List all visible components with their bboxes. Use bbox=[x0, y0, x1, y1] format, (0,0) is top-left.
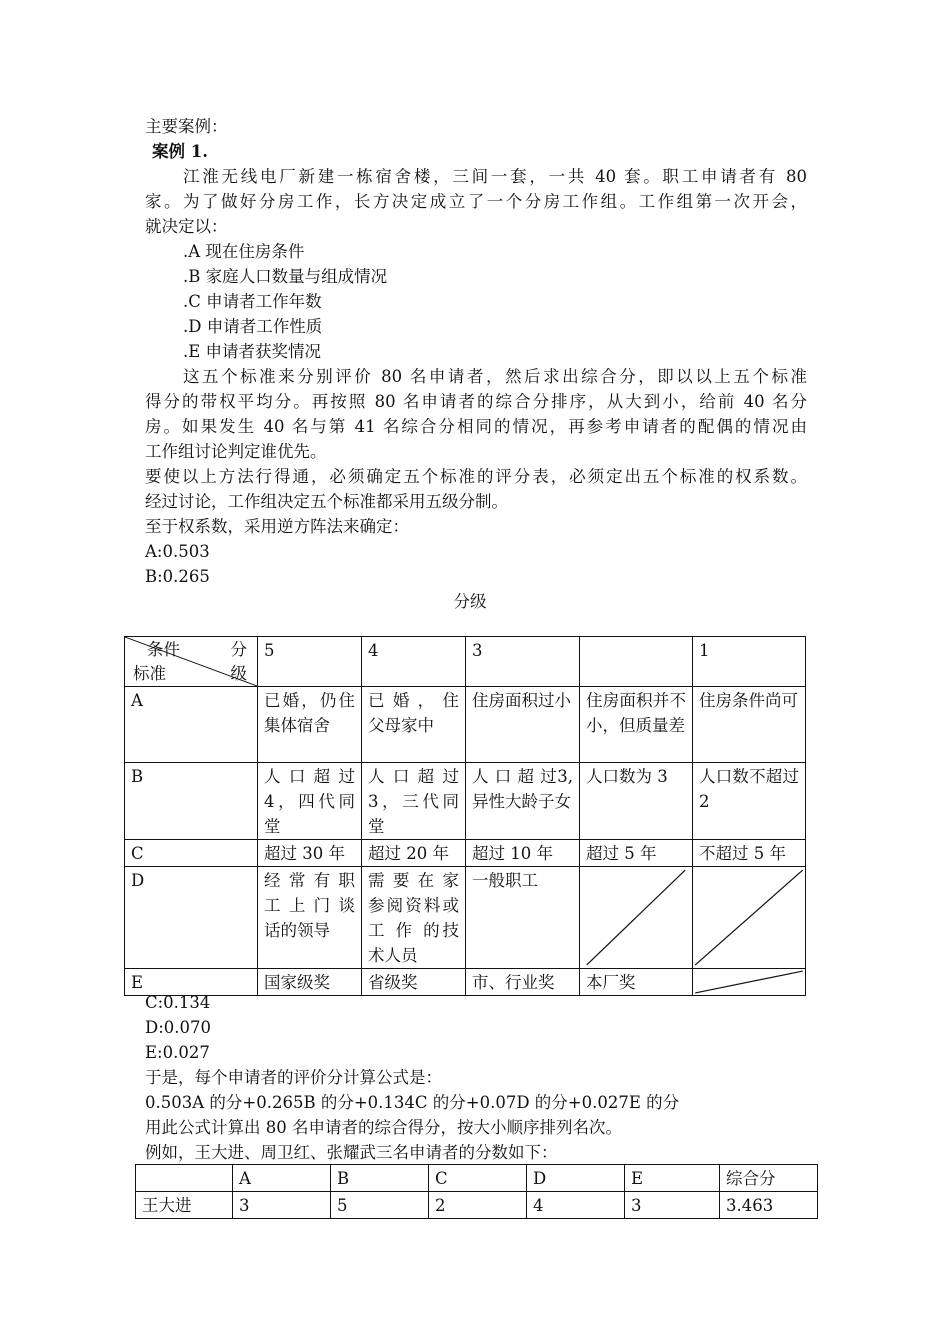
table-cell: 已 婚 ， 住父母家中 bbox=[362, 687, 466, 763]
row-label: A bbox=[125, 687, 258, 763]
paragraph-line: 江淮无线电厂新建一栋宿舍楼，三间一套，一共 40 套。职工申请者有 80 bbox=[183, 167, 807, 186]
row-label: D bbox=[125, 867, 258, 969]
table-cell: 超过 30 年 bbox=[258, 840, 362, 867]
table-row bbox=[136, 1192, 818, 1219]
grade-header bbox=[580, 637, 693, 687]
grade-header: 5 bbox=[258, 637, 362, 687]
table-row bbox=[125, 687, 806, 763]
corner-bottom-left: 标准 bbox=[133, 664, 166, 683]
diagonal-line-icon bbox=[693, 867, 805, 968]
row-label: C bbox=[125, 840, 258, 867]
table-cell: 本厂奖 bbox=[580, 969, 693, 996]
corner-bottom-right: 级 bbox=[230, 664, 247, 683]
table-cell: 超过 20 年 bbox=[362, 840, 466, 867]
paragraph-line: 家。为了做好分房工作，长方决定成立了一个分房工作组。工作组第一次开会， bbox=[145, 192, 807, 211]
formula: 0.503A 的分+0.265B 的分+0.134C 的分+0.07D 的分+0.027E 的分 bbox=[145, 1093, 680, 1112]
weight-value: B:0.265 bbox=[145, 567, 210, 586]
table-cell: 一般职工 bbox=[466, 867, 580, 969]
case-label: 案例 1. bbox=[152, 142, 208, 161]
table-cell: 超过 10 年 bbox=[466, 840, 580, 867]
corner-top-right: 分 bbox=[230, 640, 247, 659]
table-cell: 住房条件尚可 bbox=[693, 687, 806, 763]
paragraph-line: 房。如果发生 40 名与第 41 名综合分相同的情况，再参考申请者的配偶的情况由 bbox=[145, 417, 807, 436]
paragraph-line: 这五个标准来分别评价 80 名申请者，然后求出综合分，即以以上五个标准 bbox=[183, 367, 807, 386]
weight-value: C:0.134 bbox=[145, 993, 211, 1012]
table-row bbox=[125, 763, 806, 840]
paragraph-line: 就决定以： bbox=[145, 217, 228, 236]
section-heading: 主要案例： bbox=[145, 117, 228, 136]
table-cell: 省级奖 bbox=[362, 969, 466, 996]
table-cell: 已婚，仍住集体宿舍 bbox=[258, 687, 362, 763]
column-header: A bbox=[233, 1165, 331, 1192]
weight-value: D:0.070 bbox=[145, 1018, 212, 1037]
paragraph-line: 要使以上方法行得通，必须确定五个标准的评分表，必须定出五个标准的权系数。 bbox=[145, 467, 807, 486]
table-cell: 人 口 超 过3,异性大龄子女 bbox=[466, 763, 580, 840]
table-cell: 住房面积并不小，但质量差 bbox=[580, 687, 693, 763]
criterion-item: .C 申请者工作年数 bbox=[183, 292, 322, 311]
paragraph-line: 工作组讨论判定谁优先。 bbox=[145, 442, 327, 461]
empty-diagonal-cell bbox=[580, 867, 693, 969]
criterion-item: .A 现在住房条件 bbox=[183, 242, 305, 261]
score-table bbox=[135, 1164, 818, 1219]
table-row bbox=[125, 840, 806, 867]
grading-title: 分级 bbox=[453, 592, 487, 611]
criterion-item: .B 家庭人口数量与组成情况 bbox=[183, 267, 388, 286]
paragraph-line: 至于权系数，采用逆方阵法来确定： bbox=[145, 517, 409, 536]
table-cell: 3 bbox=[625, 1192, 720, 1219]
table-header-row bbox=[136, 1165, 818, 1192]
weight-value: A:0.503 bbox=[145, 542, 210, 561]
column-header: C bbox=[429, 1165, 527, 1192]
table-row bbox=[125, 867, 806, 969]
grading-table bbox=[124, 636, 806, 996]
corner-top-left: 条件 bbox=[147, 640, 180, 659]
applicant-name: 王大进 bbox=[136, 1192, 233, 1219]
table-cell: 国家级奖 bbox=[258, 969, 362, 996]
table-cell: 超过 5 年 bbox=[580, 840, 693, 867]
column-header: D bbox=[527, 1165, 625, 1192]
column-header: B bbox=[331, 1165, 429, 1192]
criterion-item: .E 申请者获奖情况 bbox=[183, 342, 322, 361]
paragraph-line: 经过讨论，工作组决定五个标准都采用五级分制。 bbox=[145, 492, 508, 511]
formula-use: 用此公式计算出 80 名申请者的综合得分，按大小顺序排列名次。 bbox=[145, 1118, 622, 1137]
table-cell: 人口超过3，三代同堂 bbox=[362, 763, 466, 840]
diagonal-line-icon bbox=[580, 867, 692, 968]
row-label: B bbox=[125, 763, 258, 840]
empty-diagonal-cell bbox=[693, 969, 806, 996]
table-cell: 不超过 5 年 bbox=[693, 840, 806, 867]
table-cell: 人口数不超过 2 bbox=[693, 763, 806, 840]
table-cell: 5 bbox=[331, 1192, 429, 1219]
table-cell: 人口数为 3 bbox=[580, 763, 693, 840]
row-label: E bbox=[125, 969, 258, 996]
table-row bbox=[125, 969, 806, 996]
formula-intro: 于是，每个申请者的评价分计算公式是： bbox=[145, 1068, 442, 1087]
column-header bbox=[136, 1165, 233, 1192]
table-cell: 人 口 超 过4，四代同堂 bbox=[258, 763, 362, 840]
table-cell: 2 bbox=[429, 1192, 527, 1219]
column-header: 综合分 bbox=[720, 1165, 818, 1192]
table-cell: 市、行业奖 bbox=[466, 969, 580, 996]
criterion-item: .D 申请者工作性质 bbox=[183, 317, 323, 336]
weight-value: E:0.027 bbox=[145, 1043, 210, 1062]
grade-header: 4 bbox=[362, 637, 466, 687]
column-header: E bbox=[625, 1165, 720, 1192]
example-intro: 例如，王大进、周卫红、张耀武三名申请者的分数如下： bbox=[145, 1143, 558, 1162]
table-cell: 住房面积过小 bbox=[466, 687, 580, 763]
table-cell: 4 bbox=[527, 1192, 625, 1219]
grade-header: 1 bbox=[693, 637, 806, 687]
grade-header: 3 bbox=[466, 637, 580, 687]
paragraph-line: 得分的带权平均分。再按照 80 名申请者的综合分排序，从大到小，给前 40 名分 bbox=[145, 392, 807, 411]
diagonal-line-icon bbox=[693, 969, 805, 995]
table-cell: 3.463 bbox=[720, 1192, 818, 1219]
table-cell: 经 常 有 职工 上 门 谈话的领导 bbox=[258, 867, 362, 969]
table-cell: 3 bbox=[233, 1192, 331, 1219]
corner-header-cell bbox=[125, 637, 258, 687]
table-cell: 需 要 在 家参阅资料或工 作 的技术人员 bbox=[362, 867, 466, 969]
empty-diagonal-cell bbox=[693, 867, 806, 969]
